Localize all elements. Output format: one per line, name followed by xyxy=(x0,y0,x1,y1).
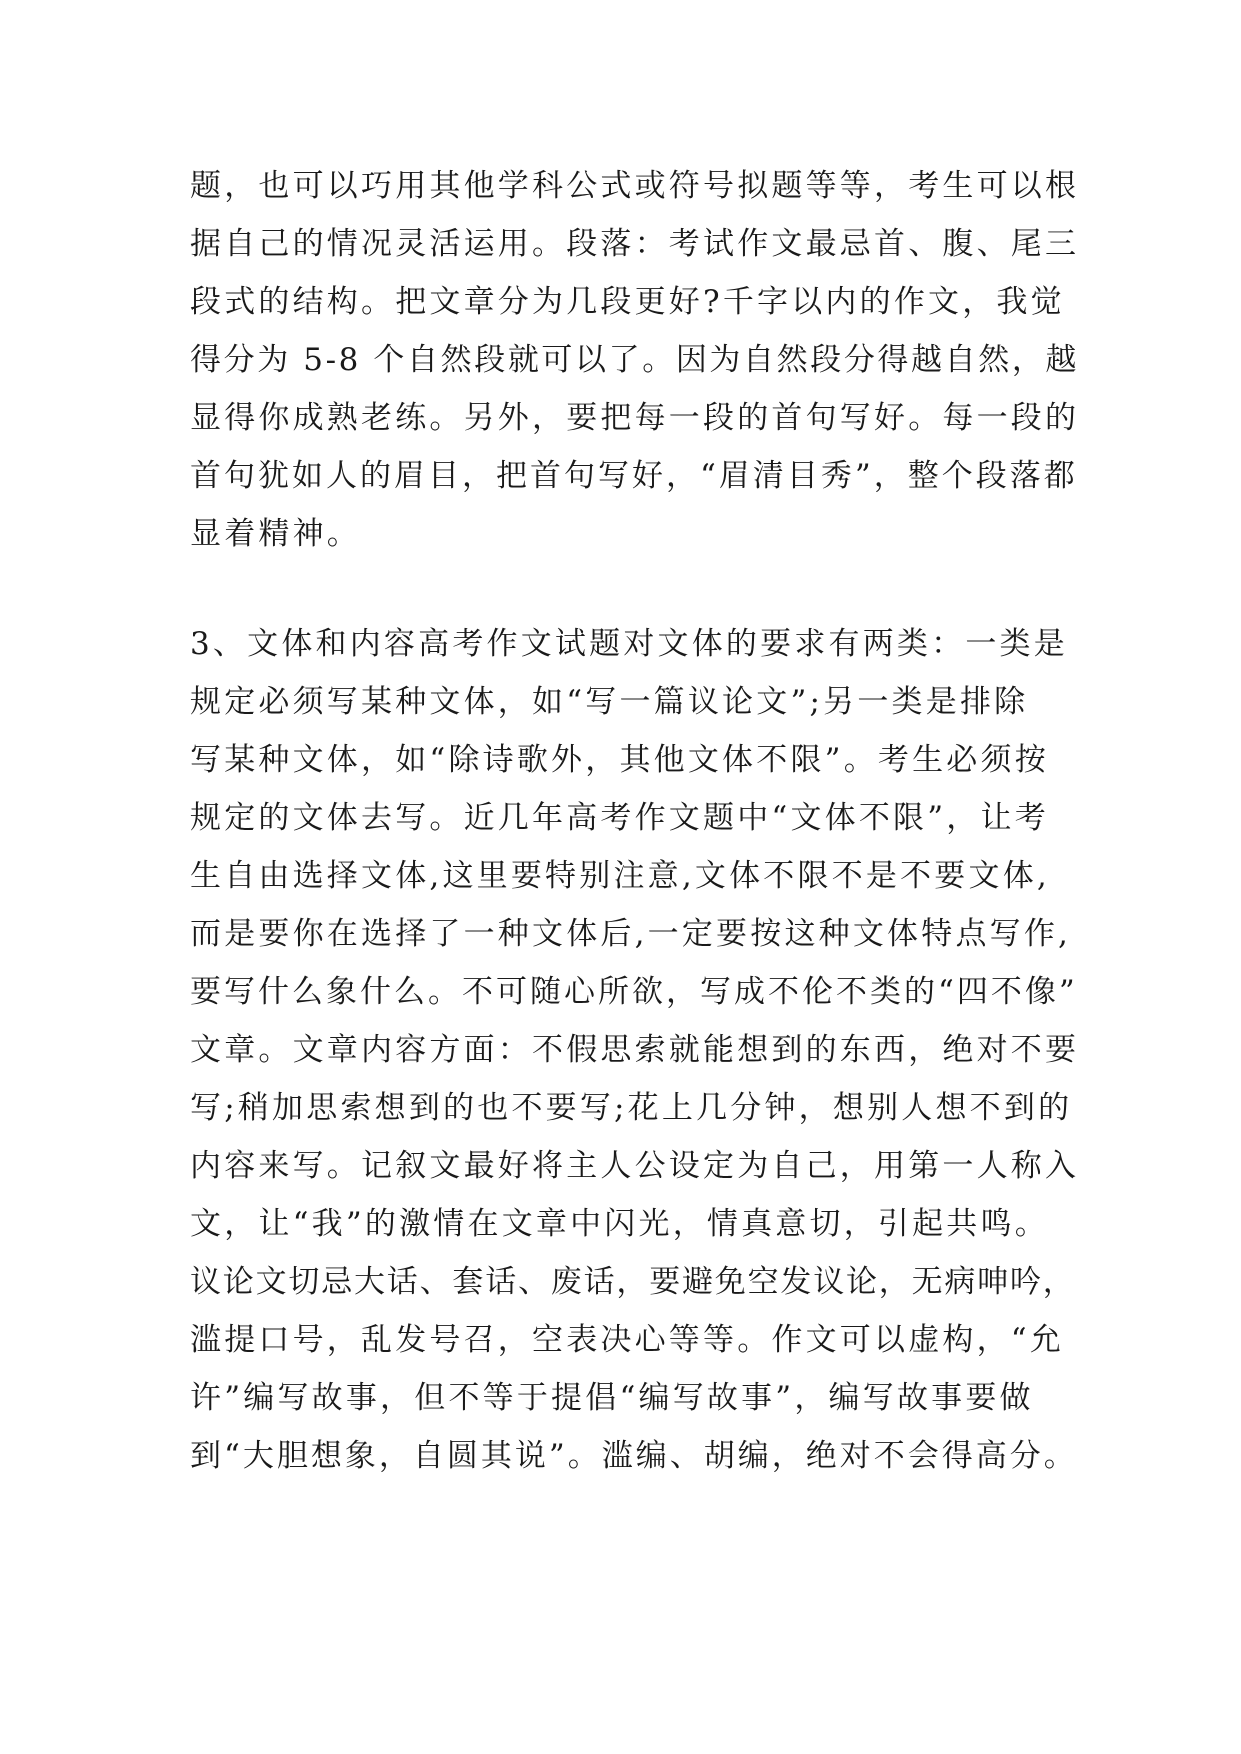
text-line: 内容来写。记叙文最好将主人公设定为自己，用第一人称入 xyxy=(190,1148,1080,1184)
paragraph-genre-content xyxy=(190,615,1080,1485)
text-line: 而是要你在选择了一种文体后,一定要按这种文体特点写作, xyxy=(190,916,1072,952)
text-line: 规定的文体去写。近几年高考作文题中“文体不限”，让考 xyxy=(190,800,1049,836)
paragraph-structure-tips xyxy=(190,157,1080,563)
text-line: 要写什么象什么。不可随心所欲，写成不伦不类的“四不像” xyxy=(190,974,1078,1010)
text-line: 显着精神。 xyxy=(190,516,361,552)
text-line: 首句犹如人的眉目，把首句写好，“眉清目秀”，整个段落都 xyxy=(190,458,1078,494)
text-line: 生自由选择文体,这里要特别注意,文体不限不是不要文体, xyxy=(190,858,1050,894)
text-line: 3、文体和内容高考作文试题对文体的要求有两类：一类是 xyxy=(190,626,1068,662)
text-line: 得分为 5-8 个自然段就可以了。因为自然段分得越自然，越 xyxy=(190,342,1080,378)
text-line: 写某种文体，如“除诗歌外，其他文体不限”。考生必须按 xyxy=(190,742,1049,778)
text-line: 显得你成熟老练。另外，要把每一段的首句写好。每一段的 xyxy=(190,400,1080,436)
text-line: 规定必须写某种文体，如“写一篇议论文”;另一类是排除 xyxy=(190,684,1029,720)
text-line: 写;稍加思索想到的也不要写;花上几分钟，想别人想不到的 xyxy=(190,1090,1073,1126)
text-line: 据自己的情况灵活运用。段落：考试作文最忌首、腹、尾三 xyxy=(190,226,1080,262)
text-line: 文章。文章内容方面：不假思索就能想到的东西，绝对不要 xyxy=(190,1032,1080,1068)
text-line: 滥提口号，乱发号召，空表决心等等。作文可以虚构，“允 xyxy=(190,1322,1065,1358)
text-line: 题，也可以巧用其他学科公式或符号拟题等等，考生可以根 xyxy=(190,168,1080,204)
text-line: 议论文切忌大话、套话、废话，要避免空发议论，无病呻吟， xyxy=(190,1264,1076,1300)
text-line: 许”编写故事，但不等于提倡“编写故事”，编写故事要做 xyxy=(190,1380,1034,1416)
text-line: 文，让“我”的激情在文章中闪光，情真意切，引起共鸣。 xyxy=(190,1206,1049,1242)
text-line: 到“大胆想象，自圆其说”。滥编、胡编，绝对不会得高分。 xyxy=(190,1438,1078,1474)
text-line: 段式的结构。把文章分为几段更好?千字以内的作文，我觉 xyxy=(190,284,1065,320)
